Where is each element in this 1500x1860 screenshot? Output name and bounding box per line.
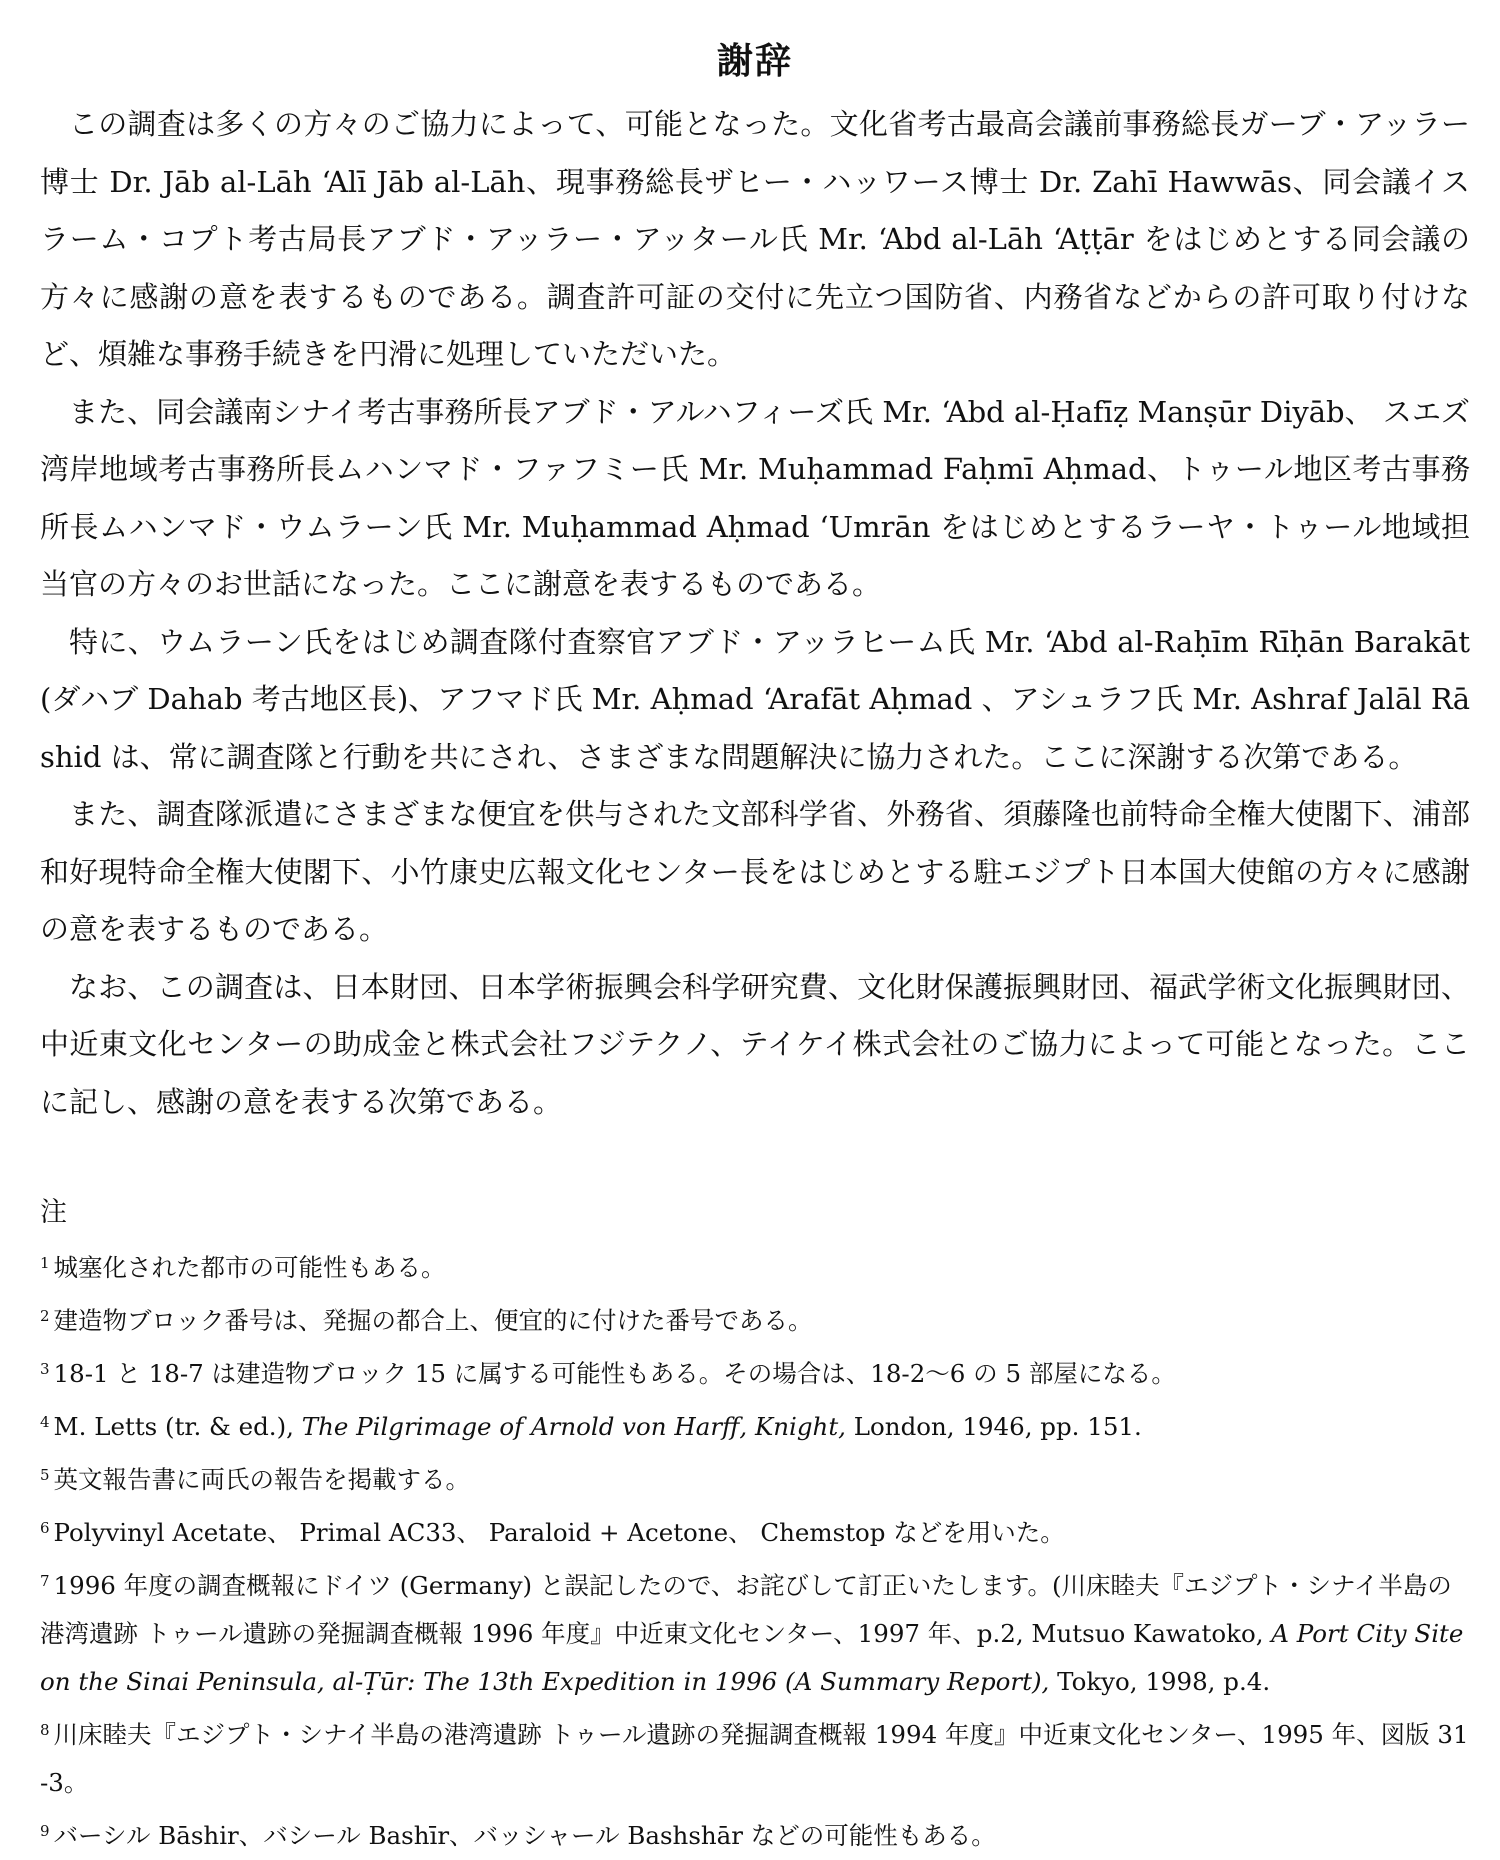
note-number: 7 xyxy=(40,1572,50,1590)
paragraph-1: この調査は多くの方々のご協力によって、可能となった。文化省考古最高会議前事務総長ガーブ・アッラー博士 Dr. Jāb al-Lāh ‘Alī Jāb al-Lāh、現事務総長ザヒー・ハッワース博士 Dr. Zahī Hawwās、同会議イスラーム・コプト考古局長アブド・アッラー・アッタール氏 Mr. ‘Abd al-Lāh ‘Aṭṭār をはじめとする同会議の方々に感謝の意を表するものである。調査許可証の交付に先立つ国防省、内務省などからの許可取り付けなど、煩雑な事務手続きを円滑に処理していただいた。 xyxy=(40,107,1470,371)
note-number: 8 xyxy=(40,1721,50,1739)
note-number: 3 xyxy=(40,1360,50,1378)
acknowledgements-body xyxy=(40,96,1470,1131)
note-number: 9 xyxy=(40,1822,50,1840)
note-number: 1 xyxy=(40,1254,50,1272)
note-text: Polyvinyl Acetate、 Primal AC33、 Paraloid + Acetone、 Chemstop などを用いた。 xyxy=(53,1518,1065,1547)
note-text: 英文報告書に両氏の報告を掲載する。 xyxy=(53,1465,471,1494)
note-8 xyxy=(40,1706,1470,1807)
page-title: 謝辞 xyxy=(716,40,793,82)
paragraph-2: また、同会議南シナイ考古事務所長アブド・アルハフィーズ氏 Mr. ‘Abd al-Ḥafīẓ Manṣūr Diyāb、 スエズ湾岸地域考古事務所長ムハンマド・ファフミー氏 Mr. Muḥammad Faḥmī Aḥmad、トゥール地区考古事務所長ムハンマド・ウムラーン氏 Mr. Muḥammad Aḥmad ‘Umrān をはじめとするラーヤ・トゥール地域担当官の方々のお世話になった。ここに謝意を表するものである。 xyxy=(40,394,1470,601)
note-text-post: Tokyo, 1998, p.4. xyxy=(1049,1667,1271,1696)
paragraph-5: なお、この調査は、日本財団、日本学術振興会科学研究費、文化財保護振興財団、福武学術文化振興財団、中近東文化センターの助成金と株式会社フジテクノ、テイケイ株式会社のご協力によって可能となった。ここに記し、感謝の意を表する次第である。 xyxy=(40,969,1470,1119)
note-italic-title: A Port City Site on the Sinai Peninsula, al-Ṭūr: The 13th Expedition in 1996 (A Summary Report), xyxy=(40,1619,1464,1696)
note-7 xyxy=(40,1557,1470,1706)
document-page xyxy=(40,36,1470,1860)
note-text: バーシル Bāshir、バシール Bashīr、バッシャール Bashshār などの可能性もある。 xyxy=(53,1821,996,1850)
note-number: 5 xyxy=(40,1466,50,1484)
notes-list xyxy=(40,1239,1470,1860)
note-text-pre: 1996 年度の調査概報にドイツ (Germany) と誤記したので、お詫びして訂正いたします。(川床睦夫『エジプト・シナイ半島の港湾遺跡 トゥール遺跡の発掘調査概報 1996 年度』中近東文化センター、1997 年、p.2, Mutsuo Kawatoko, xyxy=(40,1571,1452,1648)
notes-heading: 注 xyxy=(40,1197,67,1228)
note-number: 2 xyxy=(40,1307,50,1325)
note-3 xyxy=(40,1345,1470,1398)
note-text-post: London, 1946, pp. 151. xyxy=(845,1412,1142,1441)
note-2 xyxy=(40,1292,1470,1345)
paragraph-4: また、調査隊派遣にさまざまな便宜を供与された文部科学省、外務省、須藤隆也前特命全権大使閣下、浦部和好現特命全権大使閣下、小竹康史広報文化センター長をはじめとする駐エジプト日本国大使館の方々に感謝の意を表するものである。 xyxy=(40,797,1470,946)
note-number: 4 xyxy=(40,1413,50,1431)
note-text-pre: M. Letts (tr. & ed.), xyxy=(53,1412,302,1441)
note-italic-title: The Pilgrimage of Arnold von Harff, Knight, xyxy=(301,1412,846,1441)
note-4 xyxy=(40,1398,1470,1451)
note-text: 建造物ブロック番号は、発掘の都合上、便宜的に付けた番号である。 xyxy=(53,1306,813,1335)
note-1 xyxy=(40,1239,1470,1292)
note-text: 城塞化された都市の可能性もある。 xyxy=(53,1253,446,1282)
note-text: 川床睦夫『エジプト・シナイ半島の港湾遺跡 トゥール遺跡の発掘調査概報 1994 年度』中近東文化センター、1995 年、図版 31-3。 xyxy=(40,1720,1469,1797)
note-9 xyxy=(40,1807,1470,1860)
paragraph-3: 特に、ウムラーン氏をはじめ調査隊付査察官アブド・アッラヒーム氏 Mr. ‘Abd al-Raḥīm Rīḥān Barakāt (ダハブ Dahab 考古地区長)、アフマド氏 Mr. Aḥmad ‘Arafāt Aḥmad 、アシュラフ氏 Mr. Ashraf Jalāl Rāshid は、常に調査隊と行動を共にされ、さまざまな問題解決に協力された。ここに深謝する次第である。 xyxy=(40,624,1470,774)
note-number: 6 xyxy=(40,1519,50,1537)
note-5 xyxy=(40,1451,1470,1504)
note-6 xyxy=(40,1504,1470,1557)
note-text: 18-1 と 18-7 は建造物ブロック 15 に属する可能性もある。その場合は、18-2〜6 の 5 部屋になる。 xyxy=(53,1359,1176,1388)
